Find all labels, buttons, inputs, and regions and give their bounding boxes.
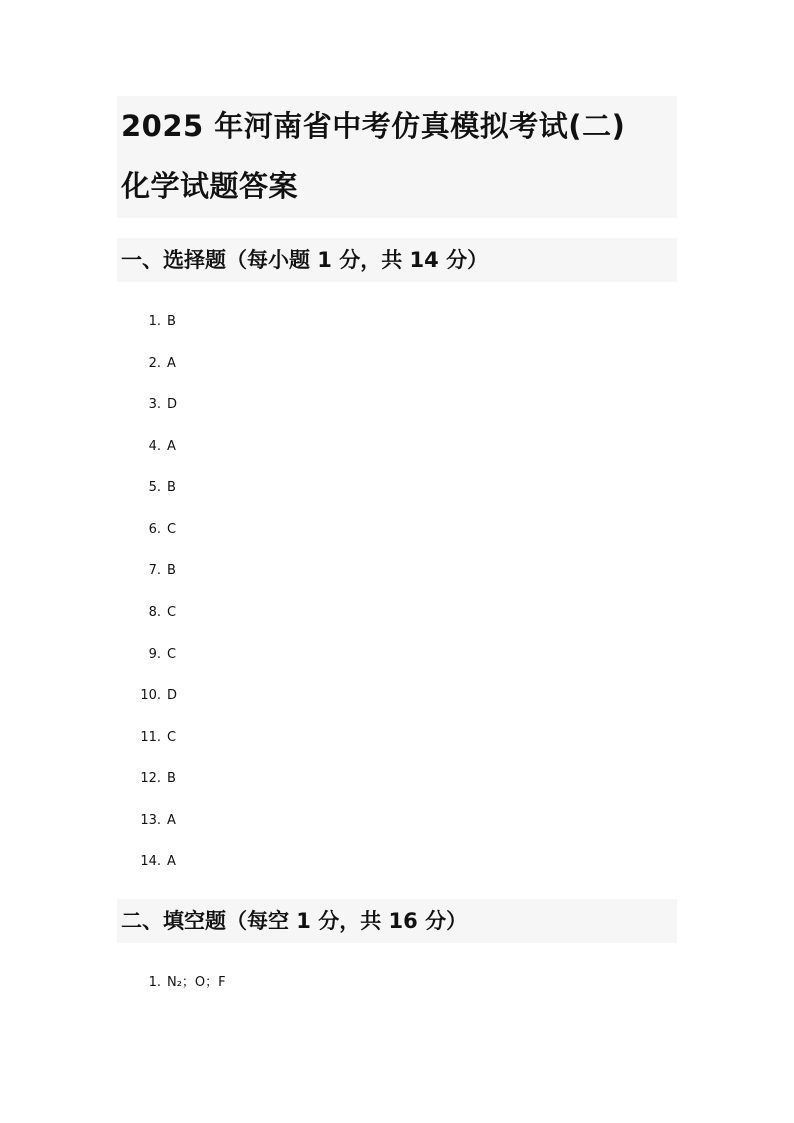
page-title: 2025 年河南省中考仿真模拟考试(二) xyxy=(121,109,626,143)
list-item xyxy=(128,852,176,872)
item-answer: D xyxy=(167,688,178,703)
item-answer: C xyxy=(167,522,177,537)
item-answer: D xyxy=(167,397,178,412)
item-answer: N₂；O；F xyxy=(167,975,226,990)
item-number: 2. xyxy=(148,356,161,371)
item-number: 1. xyxy=(148,975,161,990)
item-answer: A xyxy=(167,356,176,371)
list-item xyxy=(128,603,176,623)
item-answer: A xyxy=(167,813,176,828)
list-item xyxy=(128,520,176,540)
list-item xyxy=(128,973,226,993)
item-answer: B xyxy=(167,563,176,578)
item-answer: A xyxy=(167,439,176,454)
item-number: 7. xyxy=(148,563,161,578)
list-item xyxy=(128,395,177,415)
item-number: 11. xyxy=(140,730,161,745)
item-answer: A xyxy=(167,854,176,869)
item-answer: C xyxy=(167,647,177,662)
list-item xyxy=(128,561,176,581)
list-item xyxy=(128,478,176,498)
item-number: 5. xyxy=(148,480,161,495)
list-item xyxy=(128,437,176,457)
item-number: 6. xyxy=(148,522,161,537)
item-number: 9. xyxy=(148,647,161,662)
section-heading-fill-in xyxy=(117,899,677,943)
item-number: 1. xyxy=(148,314,161,329)
item-answer: B xyxy=(167,314,176,329)
item-answer: B xyxy=(167,771,176,786)
page-subtitle: 化学试题答案 xyxy=(121,169,299,203)
section-heading-choice xyxy=(117,238,677,282)
list-item xyxy=(128,769,176,789)
item-number: 8. xyxy=(148,605,161,620)
item-number: 10. xyxy=(140,688,161,703)
title-block xyxy=(117,96,677,218)
item-answer: C xyxy=(167,730,177,745)
item-number: 4. xyxy=(148,439,161,454)
list-item xyxy=(128,811,176,831)
list-item xyxy=(128,354,176,374)
list-item xyxy=(128,728,176,748)
item-answer: C xyxy=(167,605,177,620)
item-number: 12. xyxy=(140,771,161,786)
list-item xyxy=(128,645,176,665)
list-item xyxy=(128,686,177,706)
item-answer: B xyxy=(167,480,176,495)
item-number: 13. xyxy=(140,813,161,828)
section-heading-text: 一、选择题（每小题 1 分，共 14 分） xyxy=(121,248,489,272)
item-number: 3. xyxy=(148,397,161,412)
item-number: 14. xyxy=(140,854,161,869)
list-item xyxy=(128,312,176,332)
section-heading-text: 二、填空题（每空 1 分，共 16 分） xyxy=(121,909,468,933)
